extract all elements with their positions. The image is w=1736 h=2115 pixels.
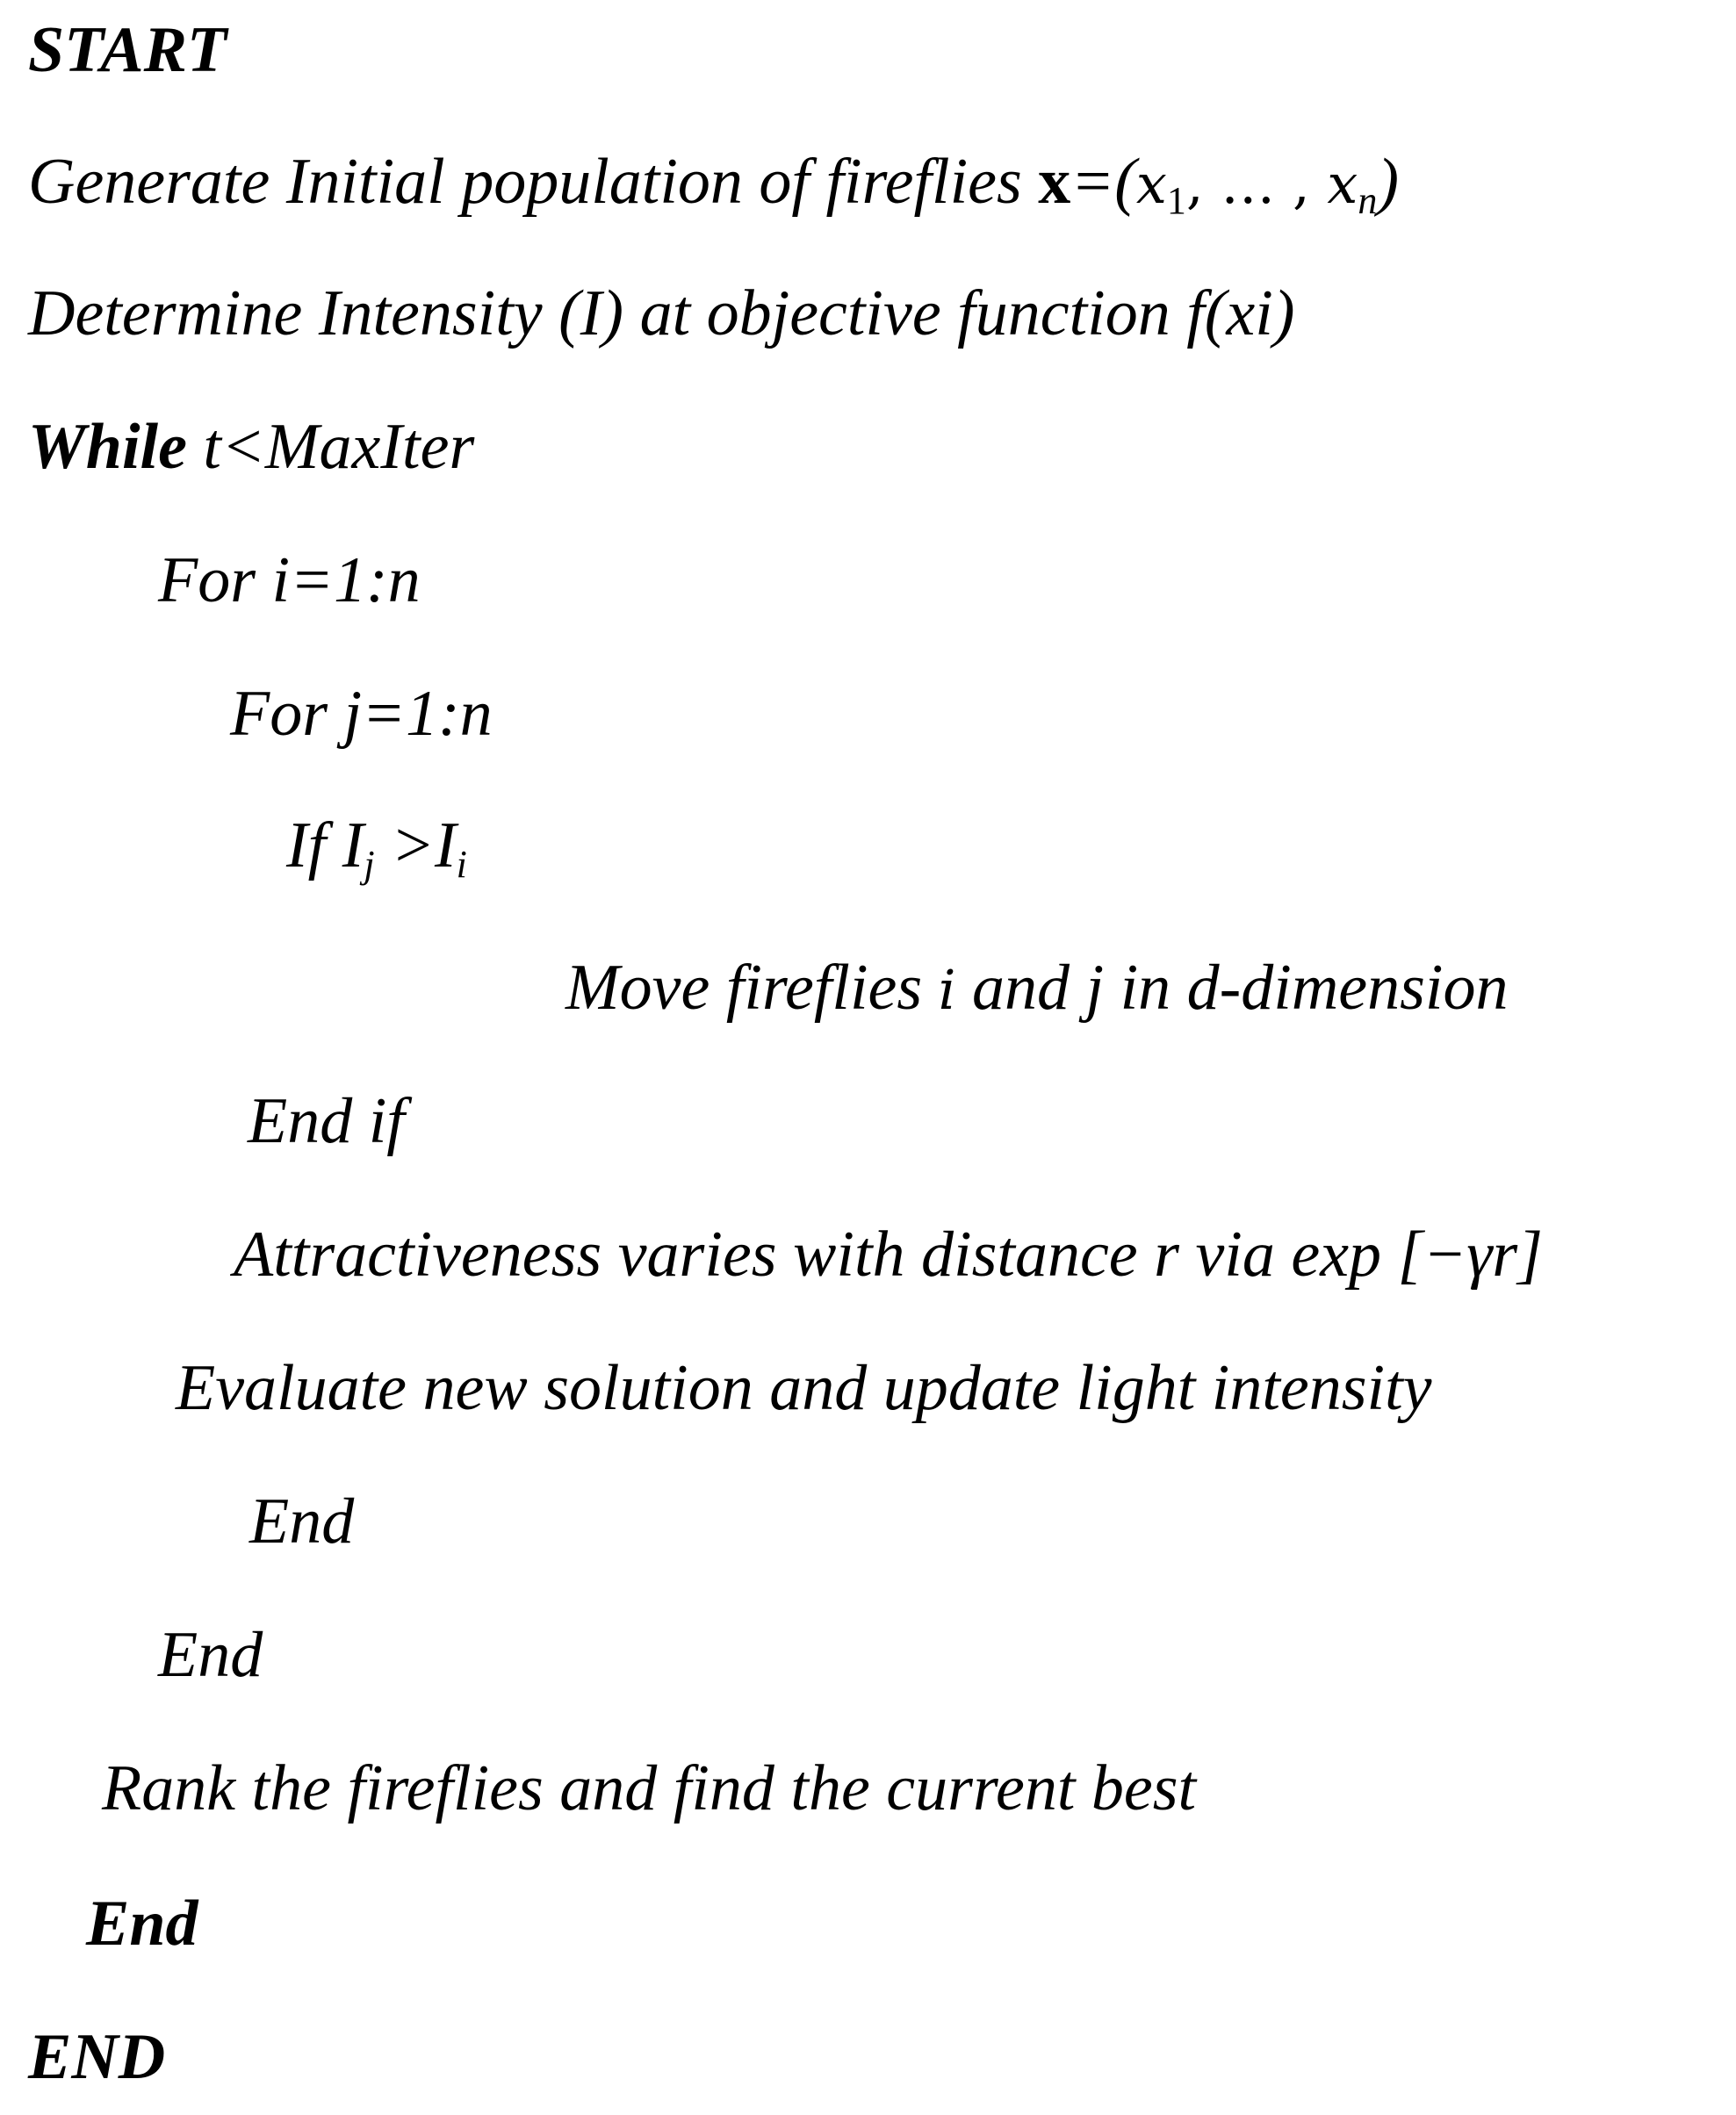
move-fireflies-line [565, 948, 1508, 1027]
attractiveness-line: Attractiveness varies with distance r via exp [−γr] [234, 1219, 1544, 1291]
end-while-keyword: End [86, 1888, 198, 1960]
generate-population-line [28, 142, 1399, 221]
xn-subscript: n [1358, 179, 1378, 222]
move-text-after: and j in d-dimension [955, 952, 1509, 1024]
for-i-line: For i=1:n [158, 544, 421, 616]
equals-open: =( [1070, 146, 1136, 218]
while-condition: t<MaxIter [186, 411, 475, 483]
move-i-symbol: i [938, 958, 956, 1022]
end-if-line: End if [248, 1085, 405, 1157]
if-sub-j: j [364, 843, 375, 886]
evaluate-line: Evaluate new solution and update light intensity [176, 1352, 1432, 1424]
determine-intensity-line: Determine Intensity (I) at objective function f(xi) [28, 277, 1295, 349]
generate-text: Generate Initial population of fireflies [28, 146, 1039, 218]
if-gt: >I [374, 809, 457, 881]
x1-symbol: x [1135, 152, 1167, 216]
x1-subscript: 1 [1166, 179, 1186, 222]
while-line [28, 407, 474, 486]
ellipsis: , … , [1185, 152, 1328, 216]
for-j-line: For j=1:n [230, 678, 493, 750]
xn-symbol: x [1327, 152, 1358, 216]
rank-fireflies-line: Rank the fireflies and find the current best [102, 1752, 1197, 1824]
if-line [286, 806, 467, 885]
end-outer-loop-line: End [158, 1619, 263, 1691]
start-keyword: START [28, 14, 227, 86]
close-paren: ) [1377, 146, 1400, 218]
vector-x: x [1038, 146, 1071, 218]
move-text-before: Move fireflies [565, 952, 939, 1024]
if-keyword: If I [286, 809, 364, 881]
end-keyword: END [28, 2021, 166, 2093]
end-inner-loop-line: End [249, 1486, 355, 1557]
while-keyword: While [28, 411, 187, 483]
if-sub-i: i [456, 843, 467, 886]
